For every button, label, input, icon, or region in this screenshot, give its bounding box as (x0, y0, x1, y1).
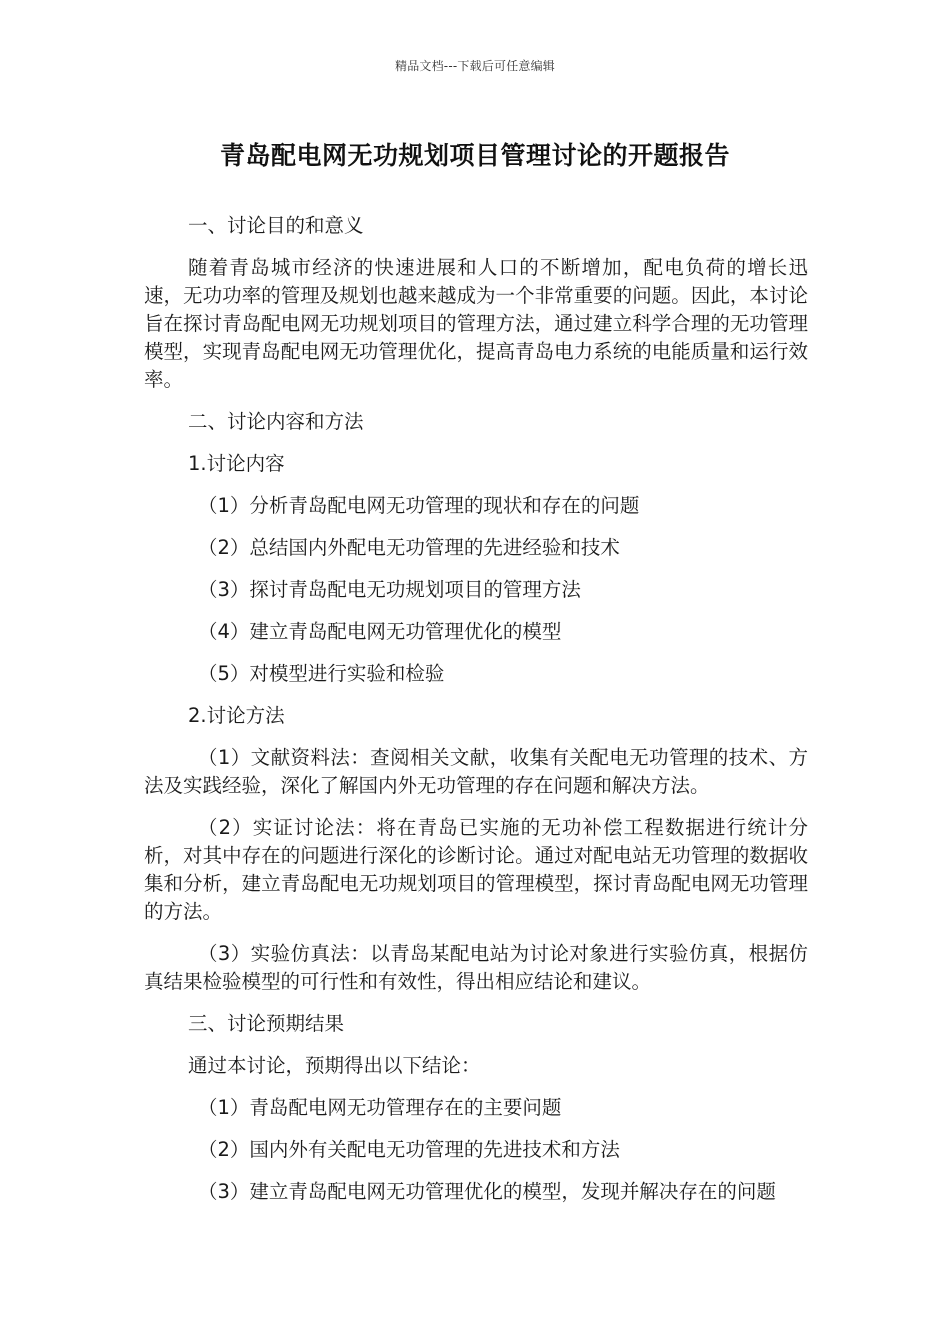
method-paragraph: （1）文献资料法：查阅相关文献，收集有关配电无功管理的技术、方法及实践经验，深化了解国内外无功管理的存在问题和解决方法。 (144, 746, 808, 797)
section-heading-3: 三、讨论预期结果 (188, 1012, 345, 1035)
list-item: （4）建立青岛配电网无功管理优化的模型 (198, 620, 562, 643)
subheading-methods: 2.讨论方法 (188, 704, 285, 727)
list-item: （5）对模型进行实验和检验 (198, 662, 445, 685)
list-item: （1）青岛配电网无功管理存在的主要问题 (198, 1096, 562, 1119)
document-body (144, 212, 808, 1220)
method-paragraph: （3）实验仿真法：以青岛某配电站为讨论对象进行实验仿真，根据仿真结果检验模型的可行性和有效性，得出相应结论和建议。 (144, 942, 808, 993)
list-item: （3）建立青岛配电网无功管理优化的模型，发现并解决存在的问题 (198, 1180, 776, 1203)
results-intro: 通过本讨论，预期得出以下结论： (188, 1054, 481, 1077)
header-note: 精品文档---下载后可任意编辑 (395, 59, 555, 73)
paragraph-purpose: 随着青岛城市经济的快速进展和人口的不断增加，配电负荷的增长迅速，无功功率的管理及规划也越来越成为一个非常重要的问题。因此，本讨论旨在探讨青岛配电网无功规划项目的管理方法，通过建立科学合理的无功管理模型，实现青岛配电网无功管理优化，提高青岛电力系统的电能质量和运行效率。 (144, 256, 808, 391)
list-item: （3）探讨青岛配电无功规划项目的管理方法 (198, 578, 581, 601)
section-heading-1: 一、讨论目的和意义 (188, 214, 364, 237)
section-heading-2: 二、讨论内容和方法 (188, 410, 364, 433)
method-paragraph: （2）实证讨论法：将在青岛已实施的无功补偿工程数据进行统计分析，对其中存在的问题进行深化的诊断讨论。通过对配电站无功管理的数据收集和分析，建立青岛配电无功规划项目的管理模型，探讨青岛配电网无功管理的方法。 (144, 816, 808, 923)
list-item: （2）总结国内外配电无功管理的先进经验和技术 (198, 536, 620, 559)
document-title: 青岛配电网无功规划项目管理讨论的开题报告 (219, 141, 730, 170)
list-item: （2）国内外有关配电无功管理的先进技术和方法 (198, 1138, 620, 1161)
subheading-content: 1.讨论内容 (188, 452, 285, 475)
list-item: （1）分析青岛配电网无功管理的现状和存在的问题 (198, 494, 640, 517)
